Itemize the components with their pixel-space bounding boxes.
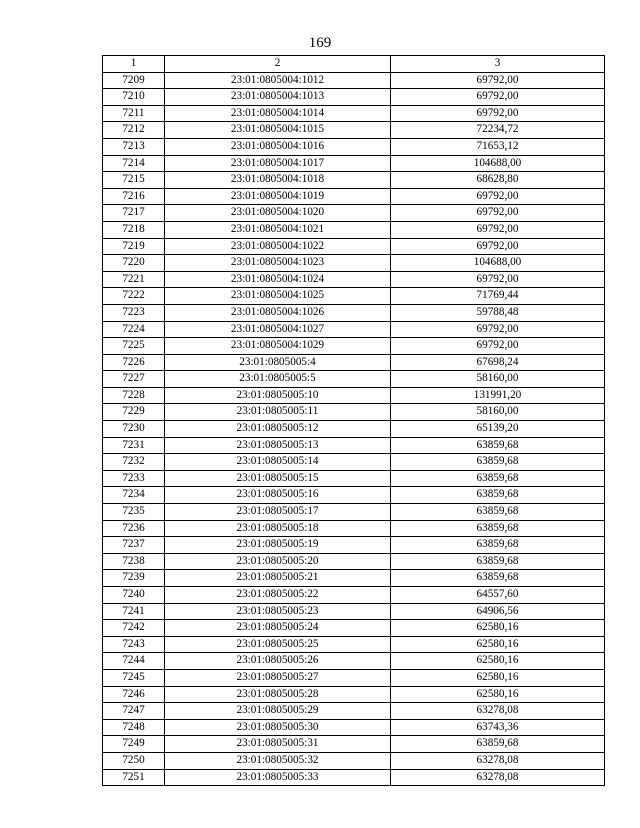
cadastral-number-cell: 23:01:0805005:21 [165,570,391,587]
table-row [103,304,605,321]
row-number-cell: 7228 [103,387,165,404]
cadastral-number-cell: 23:01:0805005:24 [165,620,391,637]
row-number-cell: 7217 [103,205,165,222]
table-row [103,603,605,620]
row-number-cell: 7244 [103,653,165,670]
row-number-cell: 7224 [103,321,165,338]
cadastral-number-cell: 23:01:0805004:1025 [165,288,391,305]
row-number-cell: 7249 [103,736,165,753]
cadastral-number-cell: 23:01:0805004:1017 [165,155,391,172]
cadastral-number-cell: 23:01:0805005:12 [165,421,391,438]
table-header-row [103,56,605,73]
cadastral-value-cell: 63278,08 [391,752,605,769]
table-row [103,752,605,769]
row-number-cell: 7240 [103,587,165,604]
cadastral-number-cell: 23:01:0805005:26 [165,653,391,670]
cadastral-value-cell: 63859,68 [391,570,605,587]
cadastral-value-cell: 63859,68 [391,553,605,570]
table-row [103,271,605,288]
cadastral-value-cell: 63859,68 [391,454,605,471]
row-number-cell: 7212 [103,122,165,139]
cadastral-number-cell: 23:01:0805005:28 [165,686,391,703]
cadastral-number-cell: 23:01:0805005:32 [165,752,391,769]
row-number-cell: 7235 [103,504,165,521]
cadastral-value-cell: 68628,80 [391,172,605,189]
row-number-cell: 7209 [103,72,165,89]
table-row [103,72,605,89]
page-number: 169 [308,35,332,51]
row-number-cell: 7232 [103,454,165,471]
table-row [103,487,605,504]
row-number-cell: 7241 [103,603,165,620]
row-number-cell: 7229 [103,404,165,421]
row-number-cell: 7210 [103,89,165,106]
table-row [103,636,605,653]
table-row [103,338,605,355]
table-row [103,205,605,222]
cadastral-number-cell: 23:01:0805005:4 [165,354,391,371]
row-number-cell: 7237 [103,537,165,554]
cadastral-number-cell: 23:01:0805005:16 [165,487,391,504]
row-number-cell: 7218 [103,221,165,238]
table-row [103,105,605,122]
row-number-cell: 7242 [103,620,165,637]
cadastral-value-cell: 63859,68 [391,504,605,521]
cadastral-number-cell: 23:01:0805005:19 [165,537,391,554]
cadastral-value-cell: 69792,00 [391,321,605,338]
cadastral-value-cell: 69792,00 [391,271,605,288]
row-number-cell: 7215 [103,172,165,189]
cadastral-number-cell: 23:01:0805005:13 [165,437,391,454]
row-number-cell: 7236 [103,520,165,537]
row-number-cell: 7225 [103,338,165,355]
row-number-cell: 7234 [103,487,165,504]
row-number-cell: 7220 [103,255,165,272]
table-row [103,188,605,205]
row-number-cell: 7221 [103,271,165,288]
cadastral-number-cell: 23:01:0805005:10 [165,387,391,404]
cadastral-number-cell: 23:01:0805004:1024 [165,271,391,288]
cadastral-value-cell: 62580,16 [391,669,605,686]
row-number-cell: 7250 [103,752,165,769]
row-number-cell: 7213 [103,138,165,155]
row-number-cell: 7222 [103,288,165,305]
table-row [103,404,605,421]
cadastral-number-cell: 23:01:0805004:1013 [165,89,391,106]
table-row [103,371,605,388]
row-number-cell: 7247 [103,703,165,720]
row-number-cell: 7223 [103,304,165,321]
table-row [103,387,605,404]
cadastral-value-cell: 63743,36 [391,719,605,736]
row-number-cell: 7230 [103,421,165,438]
cadastral-value-cell: 69792,00 [391,188,605,205]
cadastral-number-cell: 23:01:0805004:1020 [165,205,391,222]
cadastral-value-cell: 62580,16 [391,653,605,670]
column-header: 2 [165,56,391,73]
column-header: 3 [391,56,605,73]
row-number-cell: 7243 [103,636,165,653]
cadastral-value-cell: 69792,00 [391,205,605,222]
row-number-cell: 7214 [103,155,165,172]
cadastral-number-cell: 23:01:0805005:29 [165,703,391,720]
cadastral-value-cell: 62580,16 [391,636,605,653]
table-row [103,537,605,554]
row-number-cell: 7233 [103,470,165,487]
row-number-cell: 7211 [103,105,165,122]
table-row [103,587,605,604]
cadastral-value-cell: 63859,68 [391,736,605,753]
row-number-cell: 7245 [103,669,165,686]
table-row [103,172,605,189]
table-row [103,138,605,155]
cadastral-number-cell: 23:01:0805004:1021 [165,221,391,238]
cadastral-value-cell: 71653,12 [391,138,605,155]
cadastral-value-cell: 72234,72 [391,122,605,139]
table-row [103,653,605,670]
row-number-cell: 7248 [103,719,165,736]
table-row [103,421,605,438]
table-row [103,321,605,338]
cadastral-value-cell: 69792,00 [391,238,605,255]
table-row [103,255,605,272]
row-number-cell: 7239 [103,570,165,587]
cadastral-number-cell: 23:01:0805004:1012 [165,72,391,89]
cadastral-number-cell: 23:01:0805005:20 [165,553,391,570]
cadastral-value-cell: 69792,00 [391,221,605,238]
cadastral-value-cell: 63859,68 [391,487,605,504]
cadastral-value-cell: 58160,00 [391,371,605,388]
cadastral-value-cell: 71769,44 [391,288,605,305]
cadastral-value-cell: 59788,48 [391,304,605,321]
cadastral-value-cell: 65139,20 [391,421,605,438]
table-row [103,504,605,521]
cadastral-number-cell: 23:01:0805005:5 [165,371,391,388]
table-row [103,238,605,255]
cadastral-value-cell: 67698,24 [391,354,605,371]
cadastral-number-cell: 23:01:0805004:1016 [165,138,391,155]
cadastral-number-cell: 23:01:0805005:22 [165,587,391,604]
table-row [103,354,605,371]
table-row [103,669,605,686]
cadastral-number-cell: 23:01:0805005:33 [165,769,391,786]
cadastral-value-cell: 63859,68 [391,437,605,454]
row-number-cell: 7231 [103,437,165,454]
cadastral-number-cell: 23:01:0805005:23 [165,603,391,620]
cadastral-value-cell: 63278,08 [391,769,605,786]
row-number-cell: 7251 [103,769,165,786]
table-row [103,155,605,172]
cadastral-number-cell: 23:01:0805004:1027 [165,321,391,338]
table-row [103,553,605,570]
row-number-cell: 7226 [103,354,165,371]
row-number-cell: 7216 [103,188,165,205]
cadastral-number-cell: 23:01:0805004:1023 [165,255,391,272]
row-number-cell: 7238 [103,553,165,570]
table-row [103,570,605,587]
cadastral-value-cell: 104688,00 [391,255,605,272]
cadastral-value-cell: 69792,00 [391,105,605,122]
cadastral-value-cell: 63859,68 [391,537,605,554]
cadastral-value-cell: 131991,20 [391,387,605,404]
cadastral-number-cell: 23:01:0805005:30 [165,719,391,736]
table-row [103,769,605,786]
cadastral-value-cell: 62580,16 [391,620,605,637]
cadastral-number-cell: 23:01:0805005:27 [165,669,391,686]
table-row [103,719,605,736]
table-row [103,686,605,703]
cadastral-number-cell: 23:01:0805004:1026 [165,304,391,321]
cadastral-number-cell: 23:01:0805005:31 [165,736,391,753]
table-row [103,736,605,753]
cadastral-number-cell: 23:01:0805005:14 [165,454,391,471]
table-body [103,72,605,786]
table-row [103,520,605,537]
cadastral-value-table [102,55,605,786]
cadastral-number-cell: 23:01:0805005:15 [165,470,391,487]
cadastral-number-cell: 23:01:0805004:1019 [165,188,391,205]
cadastral-number-cell: 23:01:0805005:11 [165,404,391,421]
cadastral-value-cell: 64906,56 [391,603,605,620]
table-row [103,703,605,720]
cadastral-value-cell: 64557,60 [391,587,605,604]
table-row [103,89,605,106]
cadastral-number-cell: 23:01:0805004:1018 [165,172,391,189]
table-row [103,221,605,238]
cadastral-value-cell: 63278,08 [391,703,605,720]
cadastral-number-cell: 23:01:0805005:18 [165,520,391,537]
cadastral-number-cell: 23:01:0805005:25 [165,636,391,653]
row-number-cell: 7227 [103,371,165,388]
cadastral-value-cell: 62580,16 [391,686,605,703]
cadastral-value-cell: 63859,68 [391,470,605,487]
cadastral-value-cell: 104688,00 [391,155,605,172]
table-row [103,122,605,139]
cadastral-value-cell: 69792,00 [391,72,605,89]
row-number-cell: 7219 [103,238,165,255]
row-number-cell: 7246 [103,686,165,703]
cadastral-number-cell: 23:01:0805004:1015 [165,122,391,139]
cadastral-number-cell: 23:01:0805004:1029 [165,338,391,355]
cadastral-value-cell: 69792,00 [391,89,605,106]
table-row [103,437,605,454]
cadastral-value-cell: 69792,00 [391,338,605,355]
cadastral-value-cell: 58160,00 [391,404,605,421]
cadastral-number-cell: 23:01:0805005:17 [165,504,391,521]
table-row [103,454,605,471]
column-header: 1 [103,56,165,73]
table-row [103,620,605,637]
table-row [103,288,605,305]
cadastral-value-cell: 63859,68 [391,520,605,537]
table-row [103,470,605,487]
cadastral-number-cell: 23:01:0805004:1014 [165,105,391,122]
cadastral-number-cell: 23:01:0805004:1022 [165,238,391,255]
